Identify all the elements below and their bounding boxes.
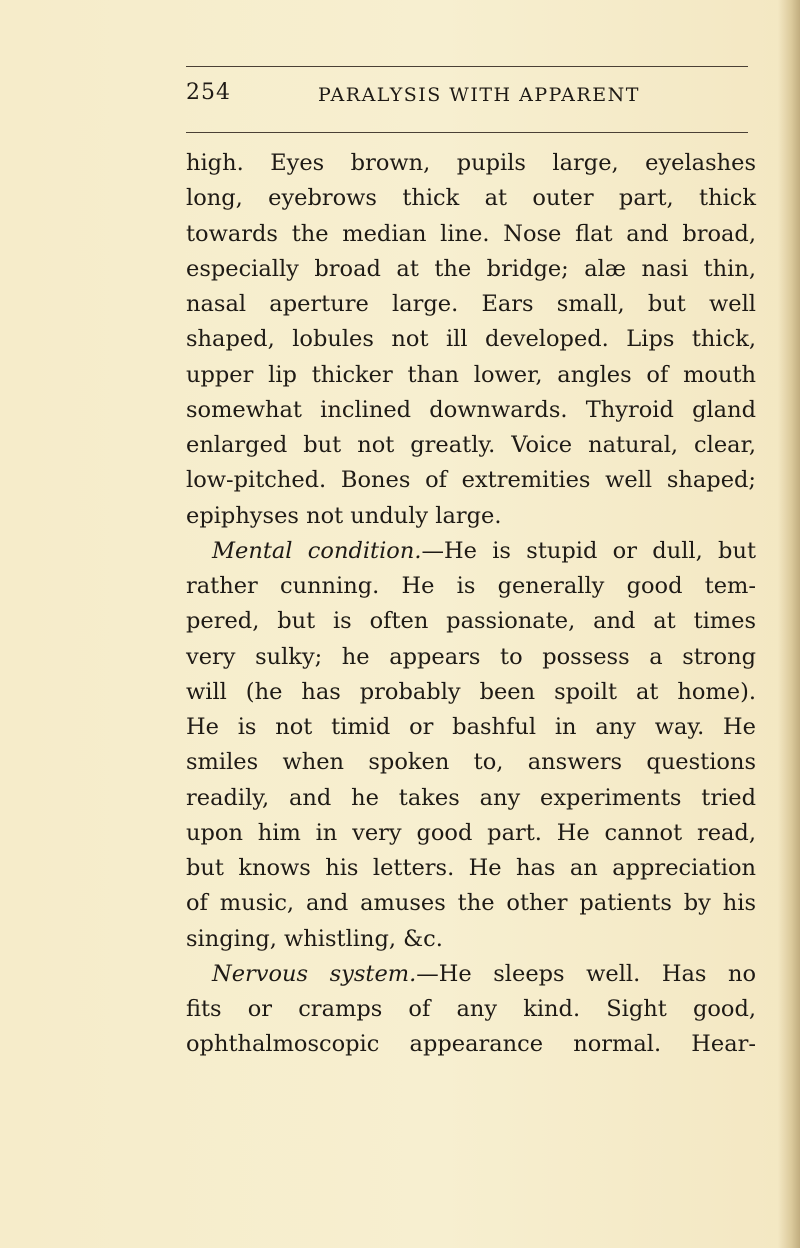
page-edge-shadow [778, 0, 800, 1248]
text-line: smiles when spoken to, answers questions [186, 749, 756, 776]
text-line: pered, but is often passionate, and at times [186, 608, 756, 635]
text-line: somewhat inclined downwards. Thyroid gland [186, 396, 756, 423]
text-line: towards the median line. Nose flat and broad, [186, 220, 756, 247]
text-line: especially broad at the bridge; alæ nasi thin, [186, 255, 756, 282]
text-line: upon him in very good part. He cannot read, [186, 819, 756, 846]
text-line: ophthalmoscopic appearance normal. Hear- [186, 1031, 756, 1058]
nervous-system-heading: Nervous system. [212, 960, 417, 987]
text-line: rather cunning. He is generally good tem- [186, 573, 756, 599]
text-line: shaped, lobules not ill developed. Lips thick, [186, 326, 756, 353]
header-top-rule [186, 66, 748, 67]
text-line: but knows his letters. He has an appreciation [186, 855, 756, 881]
page-header [186, 76, 748, 116]
text-line: of music, and amuses the other patients by his [186, 890, 756, 917]
nervous-system-line [186, 957, 756, 992]
running-head: PARALYSIS WITH APPARENT [318, 84, 640, 106]
text-line: He is not timid or bashful in any way. He [186, 714, 756, 740]
text-line: high. Eyes brown, pupils large, eyelashes [186, 150, 756, 176]
text-line: will (he has probably been spoilt at home). [186, 678, 756, 705]
mental-condition-line [186, 534, 756, 569]
text-line: readily, and he takes any experiments tried [186, 784, 756, 811]
text-line: upper lip thicker than lower, angles of mouth [186, 361, 756, 388]
text-line: enlarged but not greatly. Voice natural, clear, [186, 432, 756, 458]
body-text [186, 146, 756, 1063]
nervous-system-text: —He sleeps well. Has no [416, 960, 756, 987]
page-number: 254 [186, 80, 231, 105]
text-line: very sulky; he appears to possess a strong [186, 643, 756, 670]
text-line: epiphyses not unduly large. [186, 502, 502, 529]
text-line: fits or cramps of any kind. Sight good, [186, 996, 756, 1022]
header-bottom-rule [186, 132, 748, 133]
text-line: long, eyebrows thick at outer part, thick [186, 185, 756, 212]
text-line: low-pitched. Bones of extremities well shaped; [186, 467, 756, 494]
mental-condition-text: —He is stupid or dull, but [421, 537, 756, 564]
text-line: singing, whistling, &c. [186, 925, 443, 952]
mental-condition-heading: Mental condition. [212, 537, 422, 564]
text-line: nasal aperture large. Ears small, but well [186, 291, 756, 317]
